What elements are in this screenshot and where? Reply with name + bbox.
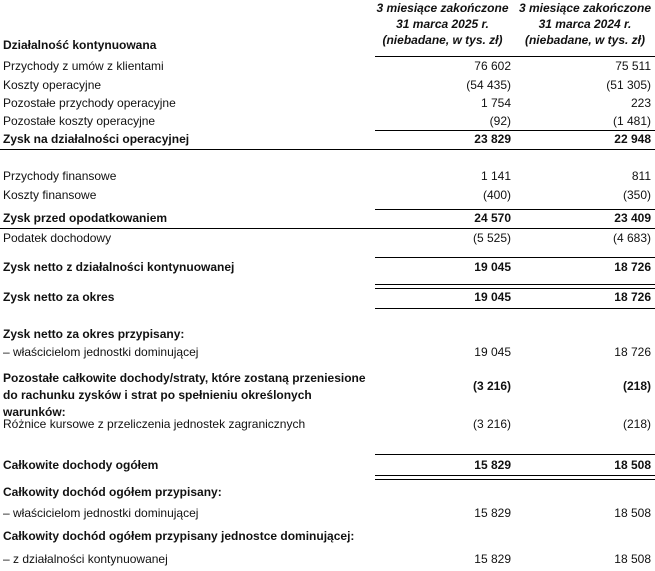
row-label: Całkowity dochód ogółem przypisany: [3, 485, 222, 499]
divider [0, 228, 655, 229]
value-2024: (350) [622, 188, 651, 202]
row-label: Całkowity dochód ogółem przypisany jednostce dominującej: [3, 529, 355, 543]
table-row-total [0, 370, 655, 419]
section-heading [0, 484, 655, 501]
column-header-2024-line-2: 31 marca 2024 r. [538, 17, 632, 31]
divider [0, 149, 655, 150]
value-2024: 223 [630, 96, 651, 110]
table-row [0, 168, 655, 185]
value-2025: 19 045 [474, 290, 511, 304]
table-row-total [0, 131, 655, 148]
row-label: Koszty operacyjne [3, 78, 102, 92]
value-2025: 19 045 [474, 345, 511, 359]
divider [375, 454, 655, 455]
table-row [0, 230, 655, 247]
row-label: Różnice kursowe z przeliczenia jednostek zagranicznych [3, 417, 306, 431]
row-label: – właścicielom jednostki dominującej [3, 506, 199, 520]
value-2025: 15 829 [474, 552, 511, 566]
value-2024: 75 511 [615, 59, 651, 73]
table-row [0, 58, 655, 75]
column-header-2025-line-3: (niebadane, w tys. zł) [382, 33, 503, 47]
value-2025: (3 216) [472, 379, 511, 393]
value-2025: (5 525) [472, 231, 511, 245]
table-row [0, 187, 655, 204]
value-2025: (400) [482, 188, 511, 202]
table-row-total [0, 457, 655, 474]
value-2025: 24 570 [474, 211, 511, 225]
value-2024: 18 726 [614, 290, 651, 304]
value-2025: 1 754 [480, 96, 511, 110]
row-label: Zysk na działalności operacyjnej [3, 132, 190, 146]
row-label: Zysk netto za okres [3, 290, 115, 304]
value-2025: 76 602 [474, 59, 511, 73]
value-2025: (92) [489, 114, 511, 128]
table-row-total [0, 289, 655, 306]
table-row [0, 77, 655, 94]
table-row [0, 113, 655, 130]
row-label: – właścicielom jednostki dominującej [3, 345, 199, 359]
value-2025: 1 141 [480, 169, 511, 183]
table-row [0, 344, 655, 361]
section-heading [0, 326, 655, 343]
value-2024: 18 508 [614, 552, 651, 566]
row-label: Przychody finansowe [3, 169, 117, 183]
divider [375, 308, 655, 309]
table-row [0, 505, 655, 522]
table-row [0, 416, 655, 433]
row-label: Działalność kontynuowana [3, 38, 157, 52]
column-header-2025-line-1: 3 miesiące zakończone [376, 1, 509, 15]
column-header-2024-line-3: (niebadane, w tys. zł) [524, 33, 646, 47]
double-divider [375, 475, 655, 480]
value-2024: 811 [631, 169, 651, 183]
row-label: Podatek dochodowy [3, 231, 112, 245]
row-label: Pozostałe przychody operacyjne [3, 96, 176, 110]
row-label: Pozostałe koszty operacyjne [3, 114, 156, 128]
divider [375, 56, 655, 57]
row-label: Przychody z umów z klientami [3, 59, 164, 73]
value-2024: (51 305) [606, 78, 651, 92]
value-2024: 23 409 [614, 211, 651, 225]
section-heading [0, 528, 655, 545]
value-2024: 18 726 [614, 345, 651, 359]
value-2025: (3 216) [472, 417, 511, 431]
divider [375, 257, 655, 258]
table-row [0, 95, 655, 112]
row-label: Zysk netto z działalności kontynuowanej [3, 260, 235, 274]
value-2024: 18 508 [614, 506, 651, 520]
row-label: Zysk netto za okres przypisany: [3, 327, 185, 341]
value-2025: 19 045 [474, 260, 511, 274]
table-row-total [0, 210, 655, 227]
section-heading-continuing-operations [0, 37, 655, 54]
value-2024: 18 726 [614, 260, 651, 274]
value-2024: (218) [622, 379, 651, 393]
value-2024: (218) [622, 417, 651, 431]
value-2024: (1 481) [612, 114, 651, 128]
value-2024: 18 508 [614, 458, 651, 472]
value-2024: 22 948 [614, 132, 651, 146]
value-2024: (4 683) [612, 231, 651, 245]
value-2025: 15 829 [474, 506, 511, 520]
value-2025: 23 829 [474, 132, 511, 146]
column-header-2024-line-1: 3 miesiące zakończone [518, 1, 652, 15]
value-2025: 15 829 [474, 458, 511, 472]
row-label: Koszty finansowe [3, 188, 97, 202]
table-row [0, 551, 655, 568]
row-label: Zysk przed opodatkowaniem [3, 211, 168, 225]
table-row-total [0, 259, 655, 276]
row-label: – z działalności kontynuowanej [3, 552, 168, 566]
row-label: Pozostałe całkowite dochody/straty, które zostaną przeniesione do rachunku zysków i strat po spełnieniu określonych warunków: [3, 371, 366, 419]
row-label: Całkowite dochody ogółem [3, 458, 159, 472]
column-header-2025-line-2: 31 marca 2025 r. [396, 17, 489, 31]
value-2025: (54 435) [466, 78, 511, 92]
